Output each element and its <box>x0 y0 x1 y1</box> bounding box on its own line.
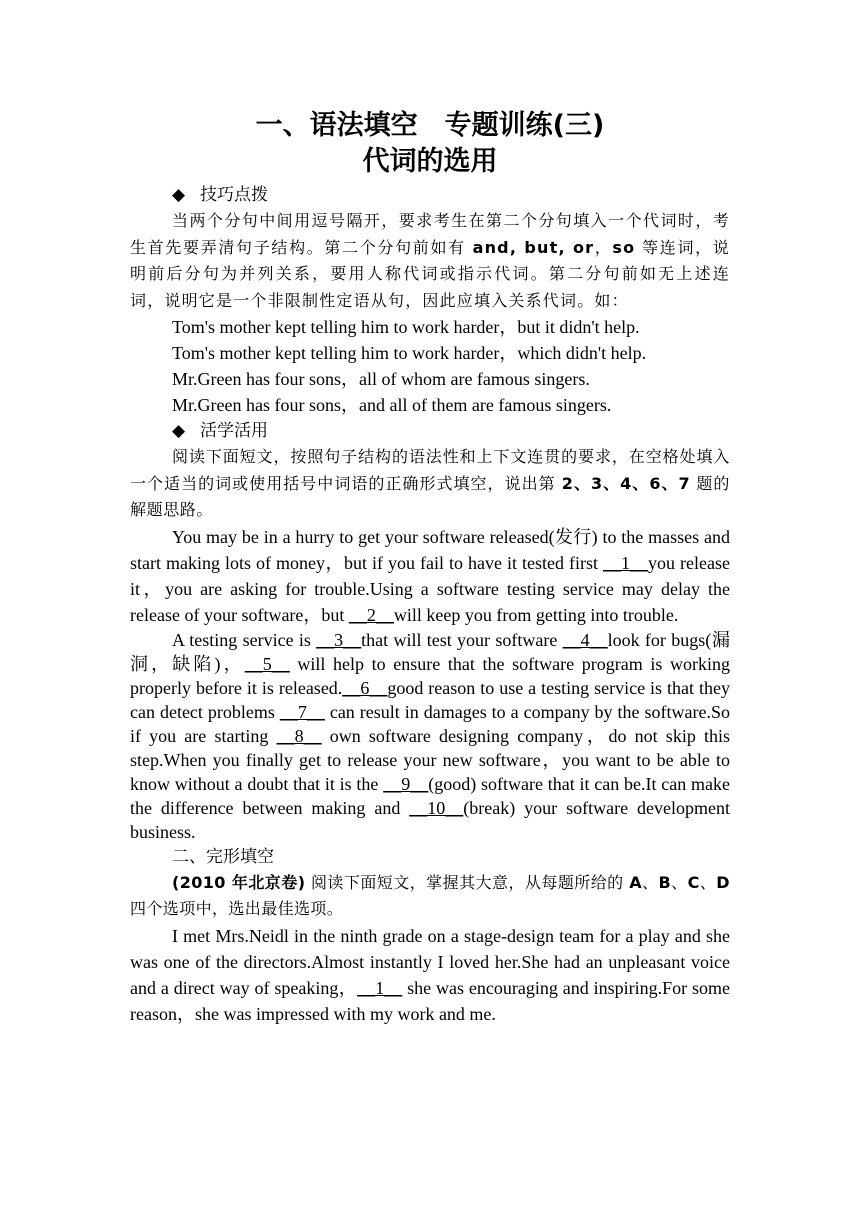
blank-7: __7__ <box>279 701 325 722</box>
section-heading-label: 活学活用 <box>200 421 268 441</box>
separator: 、 <box>641 872 659 892</box>
passage-text: look for bugs(漏洞，缺陷)， <box>130 629 730 674</box>
passage-text: will help to ensure that the software program is working properly before it is released. <box>130 653 730 698</box>
section-heading-practice <box>130 418 730 444</box>
option-a: A <box>629 872 642 892</box>
cloze-instruction <box>130 870 730 923</box>
passage-paragraph-1 <box>130 524 730 628</box>
diamond-bullet-icon: ◆ <box>172 421 186 441</box>
blank-9: __9__ <box>383 773 429 794</box>
instruction-text: 阅读下面短文，按照句子结构的语法性和上下文连贯的要求，在空格处填入一个适当的词或使用括号中词语的正确形式填空，说出第 <box>130 447 730 493</box>
blank-4: __4__ <box>562 629 608 650</box>
passage-text: she was encouraging and inspiring.For some reason，she was impressed with my work and me. <box>130 977 730 1024</box>
option-b: B <box>658 872 672 892</box>
option-c: C <box>687 872 700 892</box>
passage-text: will keep you from getting into trouble. <box>393 604 679 625</box>
cloze-blank-1: __1__ <box>357 977 403 998</box>
passage-text: you release it，you are asking for trouble.Using a software testing service may delay the release of your software，but <box>130 552 730 625</box>
instruction-text-end: 四个选项中，选出最佳选项。 <box>130 899 344 918</box>
section-heading-tips <box>130 182 730 208</box>
instruction-text-end: 题的解题思路。 <box>130 473 731 519</box>
diamond-bullet-icon: ◆ <box>172 185 186 205</box>
passage-text: good reason to use a testing service is that they can detect problems <box>130 677 730 722</box>
passage-text: (good) software that it can be.It can make the difference between making and <box>130 773 731 818</box>
tips-text: 当两个分句中间用逗号隔开，要求考生在第二个分句填入一个代词时，考生首先要弄清句子结构。第二个分句前如有 <box>130 211 730 257</box>
instruction-text: 阅读下面短文，掌握其大意，从每题所给的 <box>305 872 630 892</box>
section-heading-label: 技巧点拨 <box>200 185 268 205</box>
document-page <box>130 108 730 1027</box>
passage-text: own software designing company，do not skip this step.When you finally get to release your new software，you want to be able to know without a doubt that it is the <box>130 725 730 794</box>
example-sentence: Tom's mother kept telling him to work harder，which didn't help. <box>172 343 647 363</box>
passage-text: can result in damages to a company by the software.So if you are starting <box>130 701 730 746</box>
blank-1: __1__ <box>603 552 649 573</box>
tips-text-cont: 等连词，说明前后分句为并列关系，要用人称代词或指示代词。第二分句前如无上述连词，说明它是一个非限制性定语从句，因此应填入关系代词。如： <box>130 237 731 310</box>
example-sentence: Mr.Green has four sons，all of whom are famous singers. <box>172 369 590 389</box>
passage-text: (break) your software development business. <box>130 797 730 842</box>
example-sentence: Mr.Green has four sons，and all of them are famous singers. <box>172 395 612 415</box>
conjunction-list: and, but, or <box>472 237 595 257</box>
tips-paragraph <box>130 208 730 314</box>
page-title: 一、语法填空 专题训练(三) <box>255 110 605 141</box>
section-heading-cloze: 二、完形填空 <box>172 846 274 867</box>
exam-source: (2010 年北京卷) <box>172 872 306 892</box>
blank-3: __3__ <box>316 629 362 650</box>
conjunction-so: so <box>612 237 636 257</box>
separator: 、 <box>699 872 717 892</box>
tips-comma: ， <box>594 237 613 257</box>
question-numbers: 2、3、4、6、7 <box>561 473 691 493</box>
blank-6: __6__ <box>342 677 388 698</box>
example-sentence: Tom's mother kept telling him to work harder，but it didn't help. <box>172 317 640 337</box>
page-subtitle: 代词的选用 <box>362 146 498 177</box>
cloze-passage <box>130 923 730 1027</box>
option-d: D <box>716 872 730 892</box>
blank-8: __8__ <box>276 725 322 746</box>
passage-text: that will test your software <box>361 629 563 650</box>
passage-paragraph-2 <box>130 628 730 844</box>
passage-text: A testing service is <box>172 629 317 650</box>
blank-5: __5__ <box>244 653 290 674</box>
passage-text: I met Mrs.Neidl in the ninth grade on a stage-design team for a play and she was one of the directors.Almost instantly I loved her.She had an unpleasant voice and a direct way of speaking， <box>130 925 730 998</box>
passage-text: You may be in a hurry to get your software released(发行) to the masses and start making lots of money，but if you fail to have it tested first <box>130 526 730 573</box>
blank-2: __2__ <box>348 604 394 625</box>
separator: 、 <box>671 872 688 892</box>
practice-instruction <box>130 444 730 524</box>
blank-10: __10__ <box>409 797 464 818</box>
